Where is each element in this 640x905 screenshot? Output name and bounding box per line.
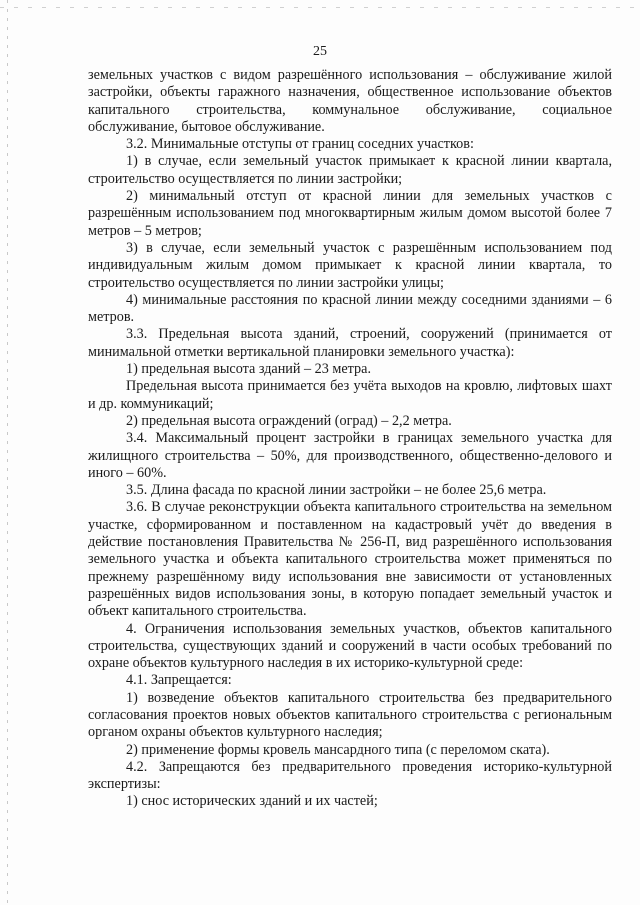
paragraph: 3.5. Длина фасада по красной линии застройки – не более 25,6 метра. <box>126 482 547 499</box>
paragraph: 3) в случае, если земельный участок с разрешённым использованием под индивидуальным жилым домом примыкает к красной линии квартала, то строительство осуществляется по линии застройки улицы; <box>88 239 612 291</box>
paragraph: 4) минимальные расстояния по красной линии между соседними зданиями – 6 метров. <box>88 291 612 326</box>
paragraph: Предельная высота принимается без учёта выходов на кровлю, лифтовых шахт и др. коммуникаций; <box>88 378 612 412</box>
paragraph: 1) предельная высота зданий – 23 метра. <box>126 361 371 378</box>
paragraph: 2) применение формы кровель мансардного типа (с переломом ската). <box>126 741 550 758</box>
paragraph: 1) в случае, если земельный участок примыкает к красной линии квартала, строительство осуществляется по линии застройки; <box>88 153 612 187</box>
paragraph: 3.4. Максимальный процент застройки в границах земельного участка для жилищного строительства – 50%, для производственного, общественно-делового и иного – 60%. <box>88 430 612 481</box>
paragraph: земельных участков с видом разрешённого использования – обслуживание жилой застройки, объекты гаражного назначения, общественное использование объектов капитального строительства, коммунальное обслуживание, социальное обслуживание, бытовое обслуживание. <box>88 67 612 135</box>
paragraph: 1) снос исторических зданий и их частей; <box>126 793 378 810</box>
paragraph: 2) предельная высота ограждений (оград) – 2,2 метра. <box>126 412 452 429</box>
document-body <box>88 67 612 811</box>
paragraph: 3.2. Минимальные отступы от границ соседних участков: <box>126 136 474 153</box>
page-number: 25 <box>313 44 327 59</box>
scan-edge-left <box>7 0 8 905</box>
paragraph: 3.6. В случае реконструкции объекта капитального строительства на земельном участке, сформированном и поставленном на кадастровый учёт до введения в действие постановления Правительства № 256-П, вид разрешённого использования земельного участка и объекта капитального строительства может применяться по прежнему разрешённому виду использования вне зависимости от установленных разрешённых видов использования зоны, в которую попадает земельный участок и объект капитального строительства. <box>88 499 612 620</box>
paragraph: 3.3. Предельная высота зданий, строений, сооружений (принимается от минимальной отметки вертикальной планировки земельного участка): <box>88 326 612 360</box>
paragraph: 1) возведение объектов капитального строительства без предварительного согласования проектов новых объектов капитального строительства с региональным органом охраны объектов культурного наследия; <box>88 689 612 741</box>
paragraph: 4.1. Запрещается: <box>126 672 232 689</box>
paragraph: 2) минимальный отступ от красной линии для земельных участков с разрешённым использованием под многоквартирным жилым домом высотой более 7 метров – 5 метров; <box>88 188 612 239</box>
paragraph: 4.2. Запрещаются без предварительного проведения историко-культурной экспертизы: <box>88 758 612 793</box>
paragraph: 4. Ограничения использования земельных участков, объектов капитального строительства, существующих зданий и сооружений в части особых требований по охране объектов культурного наследия в их историко-культурной среде: <box>88 620 612 672</box>
scan-edge-top <box>0 7 640 8</box>
